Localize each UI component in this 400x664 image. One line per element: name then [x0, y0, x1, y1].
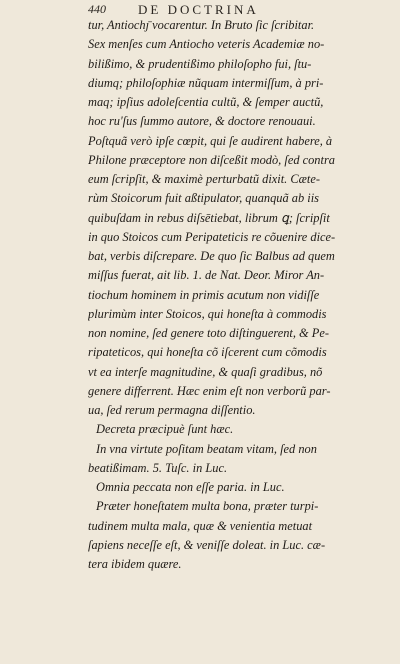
text-line: ua, ſed rerum permagna diſſentio.: [88, 403, 256, 417]
text-line: eum ſcripſit, & maximè perturbatũ dixit. Cæte-: [88, 172, 320, 186]
text-line: non nomine, ſed genere toto diſtinguerent, & Pe-: [88, 326, 329, 340]
text-line: vt ea interſe magnitudine, & quaſi gradibus, nõ: [88, 364, 323, 379]
text-line: Decreta præcipuè ſunt hæc.: [96, 422, 234, 437]
text-line: ſapiens neceſſe eſt, & veniſſe doleat. in Luc. cæ-: [88, 537, 326, 552]
text-line: hoc ru'ſus ſummo autore, & doctore renouaui.: [88, 114, 316, 129]
text-line: rùm Stoicorum fuit aßtipulator, quanquã ab iis: [88, 191, 319, 206]
text-line: genere differrent. Hæc enim eſt non verborũ par-: [88, 383, 331, 398]
text-line: Omnia peccata non eſſe paria. in Luc.: [96, 480, 285, 494]
text-line: ripateticos, qui honeſta cõ iſcerent cum cõmodis: [88, 345, 327, 360]
text-block: [88, 16, 380, 574]
text-line: diumq; philoſophiæ nũquam intermiſſum, à pri-: [88, 75, 324, 90]
text-line: bat, verbis diſcrepare. De quo ſic Balbus ad quem: [88, 249, 335, 263]
text-line: tera ibidem quære.: [88, 557, 182, 571]
text-line: in quo Stoicos cum Peripateticis re cõuenire dice-: [88, 229, 336, 244]
running-head: DE DOCTRINA: [138, 2, 259, 17]
text-line: In vna virtute poſitam beatam vitam, ſed non: [96, 441, 317, 456]
text-line: maq; ipſius adoleſcentia cultũ, & ſemper auctũ,: [88, 95, 324, 109]
text-line: tur, Antiochȷ̄ vocarentur. In Bruto ſic ſcribitar.: [88, 18, 315, 32]
text-line: Sex menſes cum Antiocho veteris Academiæ no-: [88, 37, 325, 52]
text-line: miſſus fuerat, ait lib. 1. de Nat. Deor. Miror An-: [88, 268, 325, 283]
text-line: Præter honeſtatem multa bona, præter turpi-: [96, 499, 319, 514]
text-line: Poſtquã verò ipſe cœpit, qui ſe audirent habere, à: [88, 133, 333, 148]
page-number: 440: [88, 2, 106, 16]
text-line: quibuſdam in rebus diſsētiebat, librum ꝗ; ſcripſit: [88, 210, 330, 225]
text-line: Philone præceptore non diſceßit modò, ſed contra: [88, 152, 335, 167]
text-line: tiochum hominem in primis acutum non vidiſſe: [88, 287, 320, 302]
text-line: beatißimam. 5. Tuſc. in Luc.: [88, 460, 228, 475]
text-line: tudinem multa mala, quæ & venientia metuat: [88, 518, 313, 533]
text-line: bilißimo, & prudentißimo philoſopho fui, ſtu-: [88, 56, 312, 71]
text-line: plurimùm inter Stoicos, qui honeſta à commodis: [88, 306, 327, 321]
